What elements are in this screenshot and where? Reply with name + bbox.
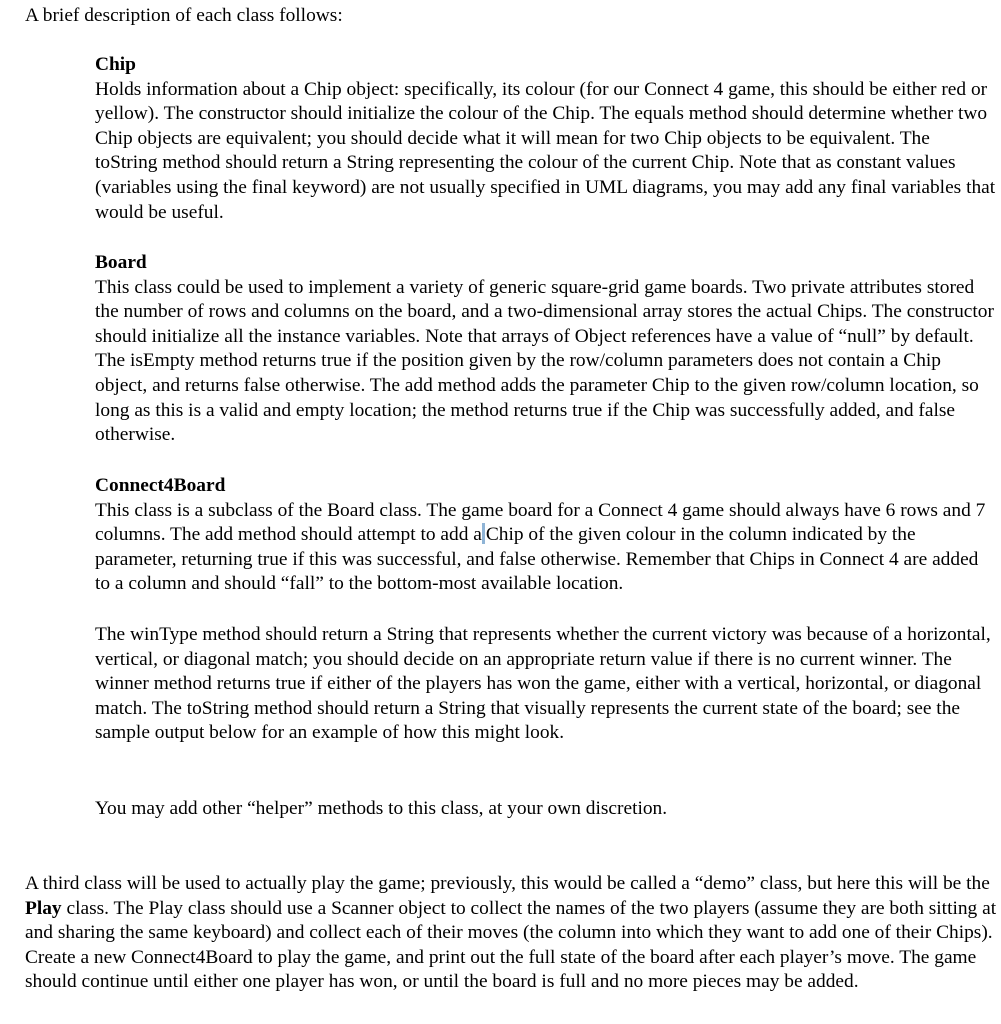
board-heading: Board xyxy=(95,252,147,273)
text-cursor xyxy=(482,523,485,544)
play-class-name: Play xyxy=(25,897,62,919)
board-section xyxy=(95,251,997,448)
intro-text: A brief description of each class follows: xyxy=(25,5,343,26)
connect4board-heading: Connect4Board xyxy=(95,475,226,496)
connect4board-description-part2: Chip of the given colour in the column indicated by the parameter, returning true if this was successful, and false otherwise. Remember that Chips in Connect 4 are added to a column and should “fall” to the bottom-most available location. xyxy=(95,524,979,595)
play-description xyxy=(25,872,997,995)
connect4board-description xyxy=(95,499,997,597)
play-description-part1: A third class will be used to actually play the game; previously, this would be called a “demo” class, but here this will be the xyxy=(25,873,990,894)
chip-description: Holds information about a Chip object: specifically, its colour (for our Connect 4 game, this should be either red or yellow). The constructor should initialize the colour of the Chip. The equals method should determine whether two Chip objects are equivalent; you should decide what it will mean for two Chip objects to be equivalent. The toString method should return a String representing the colour of the current Chip. Note that as constant values (variables using the final keyword) are not usually specified in UML diagrams, you may add any final variables that would be useful. xyxy=(95,78,996,223)
chip-section xyxy=(95,53,997,225)
play-description-part2: class. The Play class should use a Scanner object to collect the names of the two players (assume they are both sitting at and sharing the same keyboard) and collect each of their moves (the column into which they want to add one of their Chips). Create a new Connect4Board to play the game, and print out the full state of the board after each player’s move. The game should continue until either one player has won, or until the board is full and no more pieces may be added. xyxy=(25,897,997,993)
chip-heading: Chip xyxy=(95,54,136,75)
connect4board-description-part1: This class is a subclass of the Board class. The game board for a Connect 4 game should always have 6 rows and 7 columns. The add method should attempt to add a xyxy=(95,499,986,546)
connect4board-section xyxy=(95,474,997,597)
board-description: This class could be used to implement a variety of generic square-grid game boards. Two private attributes stored the number of rows and columns on the board, and a two-dimensional array stores the actual Chips. The constructor should initialize all the instance variables. Note that arrays of Object references have a value of “null” by default. The isEmpty method returns true if the position given by the row/column parameters does not contain a Chip object, and returns false otherwise. The add method adds the parameter Chip to the given row/column location, so long as this is a valid and empty location; the method returns true if the Chip was successfully added, and false otherwise. xyxy=(95,276,994,446)
wintype-description: The winType method should return a String that represents whether the current victory was because of a horizontal, vertical, or diagonal match; you should decide on an appropriate return value if there is no current winner. The winner method returns true if either of the players has won the game, either with a vertical, horizontal, or diagonal match. The toString method should return a String that visually represents the current state of the board; see the sample output below for an example of how this might look. xyxy=(95,624,991,744)
helper-methods-note: You may add other “helper” methods to this class, at your own discretion. xyxy=(95,798,668,819)
